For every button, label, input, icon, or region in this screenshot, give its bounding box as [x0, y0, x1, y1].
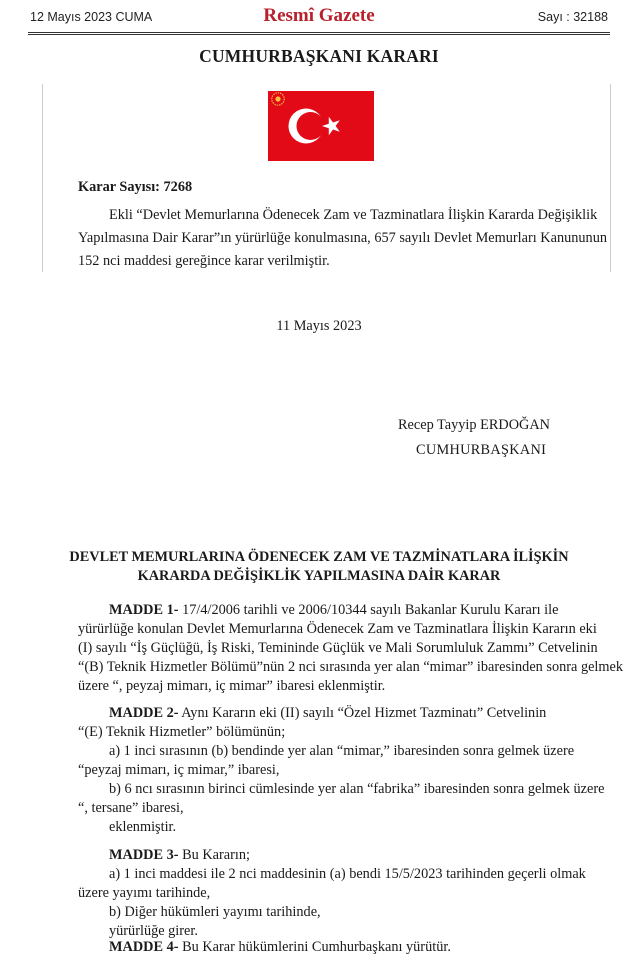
- annex-title-line: DEVLET MEMURLARINA ÖDENECEK ZAM VE TAZMİNATLARA İLİŞKİN: [69, 549, 569, 565]
- decree-intro-line: Ekli “Devlet Memurlarına Ödenecek Zam ve Tazminatlara İlişkin Kararda Değişiklik: [109, 207, 598, 223]
- annex-title-line: KARARDA DEĞİŞİKLİK YAPILMASINA DAİR KARAR: [137, 568, 501, 584]
- article-2-line: “peyzaj mimarı, iç mimar,” ibaresi,: [78, 762, 280, 778]
- article-2-line: MADDE 2- Aynı Kararın eki (II) sayılı “Özel Hizmet Tazminatı” Cetvelinin: [109, 705, 547, 721]
- article-3-line: yürürlüğe girer.: [109, 923, 198, 939]
- article-1-line: MADDE 1- 17/4/2006 tarihli ve 2006/10344 sayılı Bakanlar Kurulu Kararı ile: [109, 602, 559, 618]
- header-divider-thin: [28, 34, 610, 35]
- page-scan-edge-left: [42, 84, 43, 272]
- annex-title: [60, 548, 578, 586]
- article-2-line: “, tersane” ibaresi,: [78, 800, 184, 816]
- article-3-line: a) 1 inci maddesi ile 2 nci maddesinin (a) bendi 15/5/2023 tarihinden geçerli olmak: [109, 866, 586, 882]
- article-2-line: b) 6 ncı sırasının birinci cümlesinde yer alan “fabrika” ibaresinden sonra gelmek üzere: [109, 781, 605, 797]
- article-1-line: yürürlüğe konulan Devlet Memurlarına Ödenecek Zam ve Tazminatlara İlişkin Kararın eki: [78, 621, 597, 637]
- page-scan-edge-right: [610, 84, 611, 272]
- article-1-line: üzere “, peyzaj mimarı, iç mimar” ibaresi eklenmiştir.: [78, 678, 386, 694]
- article-2-line: “(E) Teknik Hizmetler” bölümünün;: [78, 724, 286, 740]
- article-2-line: eklenmiştir.: [109, 819, 177, 835]
- article-2-label: MADDE 2-: [109, 705, 179, 721]
- decree-number: Karar Sayısı: 7268: [78, 179, 193, 195]
- article-4-label: MADDE 4-: [109, 939, 179, 955]
- article-2-line: a) 1 inci sırasının (b) bendinde yer alan “mimar,” ibaresinden sonra gelmek üzere: [109, 743, 575, 759]
- decree-heading: CUMHURBAŞKANI KARARI: [199, 46, 439, 66]
- signer-title: CUMHURBAŞKANI: [416, 442, 547, 458]
- article-3-label: MADDE 3-: [109, 847, 179, 863]
- header-divider: [28, 32, 610, 33]
- article-1-label: MADDE 1-: [109, 602, 179, 618]
- decree-intro-line: Yapılmasına Dair Karar”ın yürürlüğe konulmasına, 657 sayılı Devlet Memurları Kanununun: [78, 230, 607, 246]
- article-3-line: üzere yayımı tarihinde,: [78, 885, 211, 901]
- article-3-line: b) Diğer hükümleri yayımı tarihinde,: [109, 904, 321, 920]
- article-4-line: MADDE 4- Bu Karar hükümlerini Cumhurbaşkanı yürütür.: [109, 939, 451, 955]
- article-1-line: (I) sayılı “İş Güçlüğü, İş Riski, Temininde Güçlük ve Mali Sorumluluk Zammı” Cetvelinin: [78, 640, 598, 656]
- signer-name: Recep Tayyip ERDOĞAN: [398, 417, 551, 433]
- gazette-header: [0, 0, 638, 34]
- article-1-line: “(B) Teknik Hizmetler Bölümü”nün 2 nci sırasında yer alan “mimar” ibaresinden sonra gelmek: [78, 659, 624, 675]
- decree-date: 11 Mayıs 2023: [276, 318, 362, 334]
- decree-intro-line: 152 nci maddesi gereğince karar verilmiştir.: [78, 253, 330, 269]
- gazette-title: Resmî Gazete: [263, 5, 375, 26]
- turkish-flag-icon: [268, 91, 374, 161]
- article-3-line: MADDE 3- Bu Kararın;: [109, 847, 250, 863]
- issue-number: Sayı : 32188: [537, 10, 608, 24]
- header-date: 12 Mayıs 2023 CUMA: [30, 10, 153, 24]
